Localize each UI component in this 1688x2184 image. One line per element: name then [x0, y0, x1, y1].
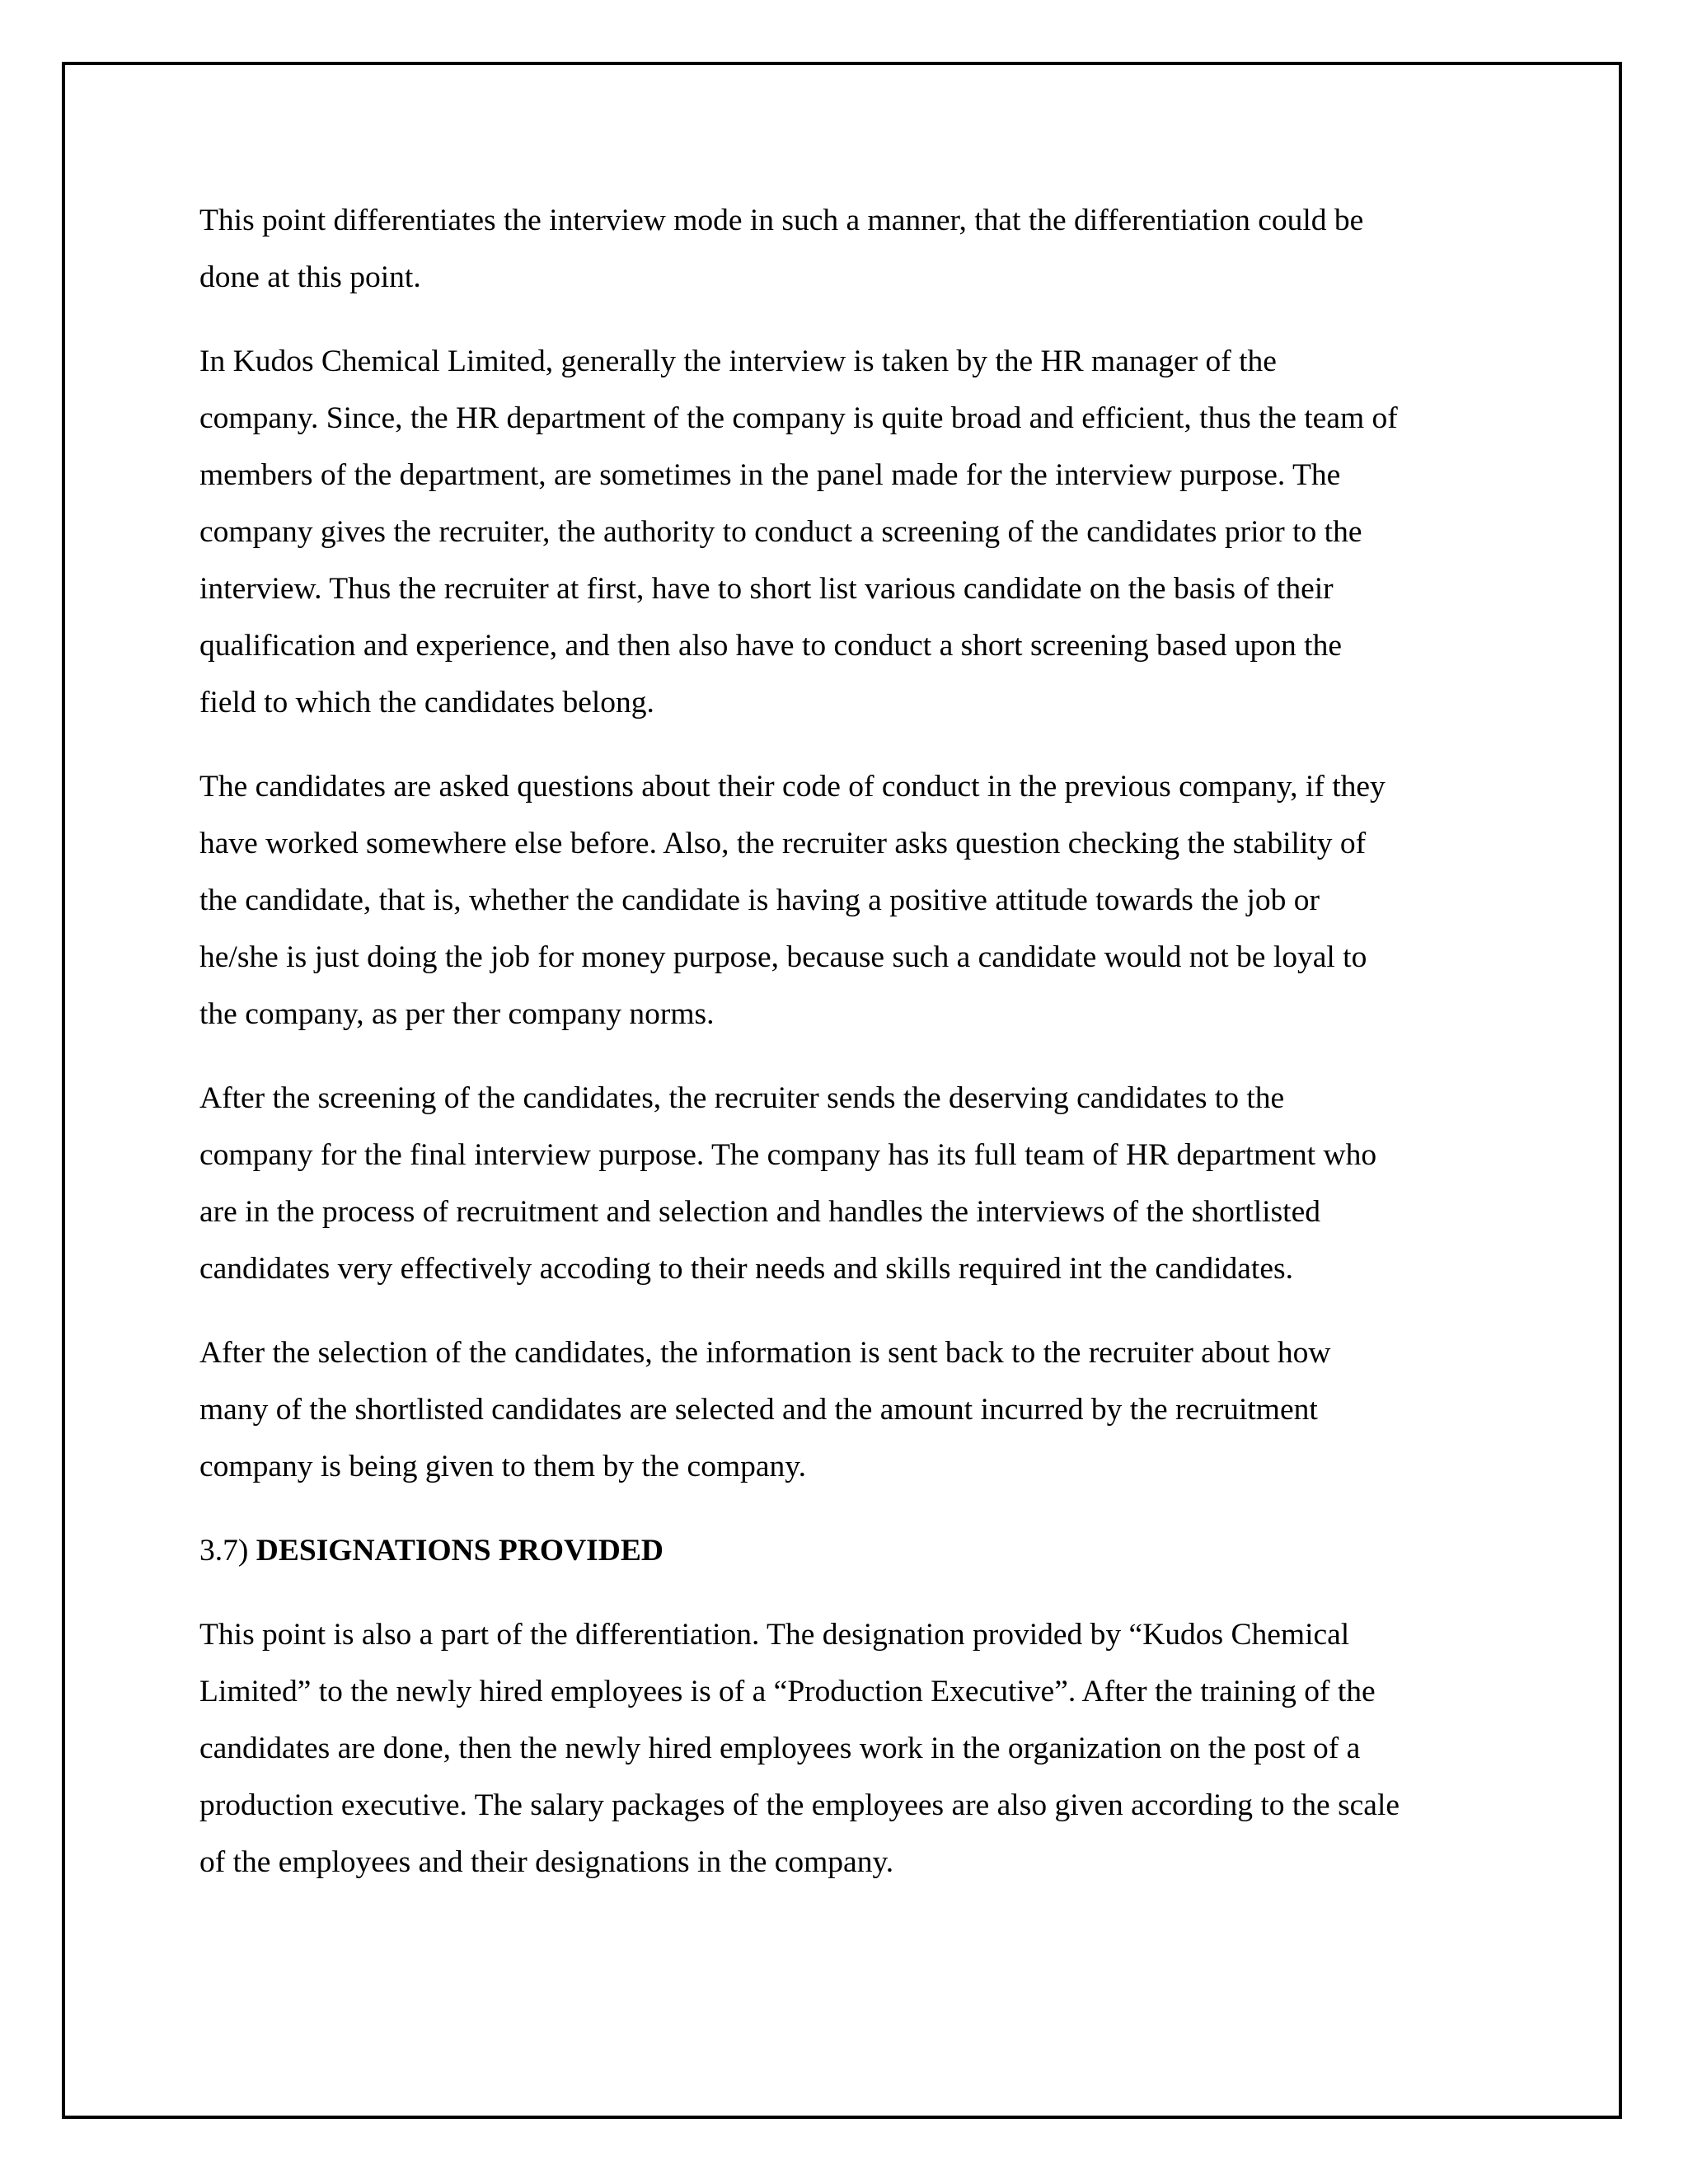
text-line: The candidates are asked questions about their code of conduct in the previous company, if they	[199, 770, 1386, 804]
text-line: company is being given to them by the company.	[199, 1450, 806, 1483]
text-line: This point is also a part of the differentiation. The designation provided by “Kudos Chemical	[199, 1618, 1350, 1652]
text-line: the company, as per ther company norms.	[199, 997, 715, 1031]
text-line: many of the shortlisted candidates are selected and the amount incurred by the recruitment	[199, 1393, 1318, 1427]
paragraph-5	[199, 1324, 1502, 1495]
text-line: he/she is just doing the job for money purpose, because such a candidate would not be loyal to	[199, 940, 1367, 974]
paragraph-3	[199, 758, 1502, 1043]
section-heading	[199, 1522, 1502, 1579]
text-line: company. Since, the HR department of the company is quite broad and efficient, thus the team of	[199, 401, 1398, 435]
text-line: candidates very effectively accoding to their needs and skills required int the candidates.	[199, 1252, 1293, 1286]
text-line: qualification and experience, and then also have to conduct a short screening based upon the	[199, 629, 1342, 663]
text-line: the candidate, that is, whether the candidate is having a positive attitude towards the job or	[199, 883, 1320, 917]
section-title: DESIGNATIONS PROVIDED	[256, 1534, 663, 1568]
paragraph-4	[199, 1070, 1502, 1297]
text-line: interview. Thus the recruiter at first, have to short list various candidate on the basis of their	[199, 572, 1334, 606]
text-line: done at this point.	[199, 260, 421, 294]
text-line: field to which the candidates belong.	[199, 686, 654, 719]
text-line: In Kudos Chemical Limited, generally the interview is taken by the HR manager of the	[199, 344, 1277, 378]
text-line: After the selection of the candidates, the information is sent back to the recruiter about how	[199, 1336, 1331, 1370]
text-line: This point differentiates the interview mode in such a manner, that the differentiation could be	[199, 204, 1364, 237]
document-body	[199, 192, 1502, 1918]
text-line: candidates are done, then the newly hired employees work in the organization on the post of a	[199, 1732, 1361, 1765]
paragraph-final	[199, 1606, 1502, 1891]
text-line: production executive. The salary packages of the employees are also given according to the scale	[199, 1788, 1400, 1822]
text-line: are in the process of recruitment and selection and handles the interviews of the shortlisted	[199, 1195, 1320, 1229]
paragraph-1	[199, 192, 1502, 306]
text-line: members of the department, are sometimes in the panel made for the interview purpose. The	[199, 458, 1341, 492]
text-line: company gives the recruiter, the authority to conduct a screening of the candidates prior to the	[199, 515, 1362, 549]
text-line: company for the final interview purpose. The company has its full team of HR department who	[199, 1138, 1377, 1172]
text-line: of the employees and their designations in the company.	[199, 1845, 894, 1879]
text-line: After the screening of the candidates, the recruiter sends the deserving candidates to the	[199, 1081, 1285, 1115]
text-line: Limited” to the newly hired employees is of a “Production Executive”. After the training of the	[199, 1675, 1376, 1708]
section-number: 3.7)	[199, 1534, 249, 1568]
text-line: have worked somewhere else before. Also, the recruiter asks question checking the stability of	[199, 827, 1367, 860]
paragraph-2	[199, 333, 1502, 731]
